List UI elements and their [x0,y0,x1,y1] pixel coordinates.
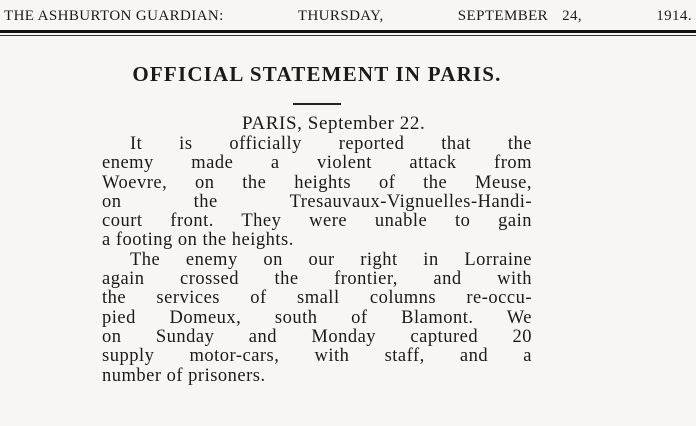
text-line: again crossed the frontier, and with [102,269,532,290]
issue-year: 1914. [656,7,692,24]
masthead-rule-thick [0,30,696,33]
text-line: on Sunday and Monday captured 20 [102,326,532,347]
headline-divider [293,103,341,105]
text-line: the services of small columns re-occu- [102,288,532,309]
text-line: a footing on the heights. [102,230,294,251]
newspaper-title: THE ASHBURTON GUARDIAN: [4,7,224,24]
text-line: enemy made a violent attack from [102,153,532,174]
text-line: supply motor-cars, with staff, and a [102,346,532,367]
article-paragraph-2 [102,251,532,386]
article-dateline: PARIS, September 22. [242,113,426,134]
text-line: number of prisoners. [102,365,266,386]
article-headline: OFFICIAL STATEMENT IN PARIS. [132,62,502,86]
text-line: pied Domeux, south of Blamont. We [102,307,532,328]
text-line: Woevre, on the heights of the Meuse, [102,172,532,193]
article-column [102,52,532,386]
article-paragraph-1 [102,135,532,251]
text-line: court front. They were unable to gain [102,211,532,232]
text-line: on the Tresauvaux-Vignuelles-Handi- [102,191,532,212]
issue-day-number: 24, [562,7,583,24]
text-line: It is officially reported that the [130,134,532,154]
masthead-rule-thin [0,35,696,36]
text-line: The enemy on our right in Lorraine [130,249,532,270]
issue-date [458,8,582,25]
issue-month: SEPTEMBER [457,7,549,24]
issue-day: THURSDAY, [297,7,384,24]
newspaper-masthead [4,4,692,28]
